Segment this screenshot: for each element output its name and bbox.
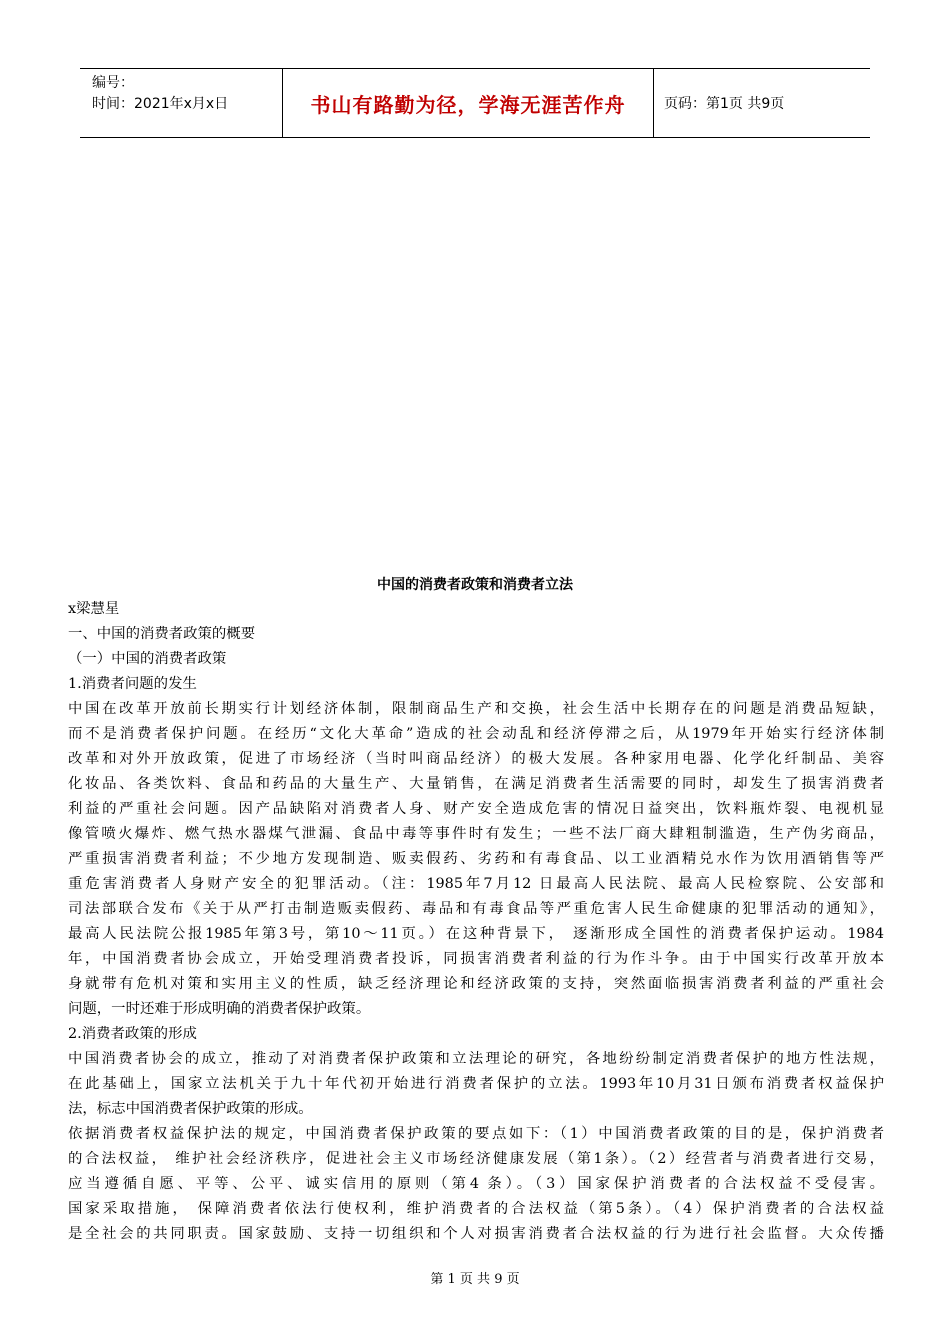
- subsection-heading: （一）中国的消费者政策: [68, 651, 227, 667]
- header-meta: [80, 69, 282, 137]
- paragraph-line: 国家采取措施， 保障消费者依法行使权利，维护消费者的合法权益（第5条）。（4）保护消费者的合法权益: [68, 1201, 884, 1217]
- section-heading: 一、中国的消费者政策的概要: [68, 626, 256, 642]
- paragraph-line: 是全社会的共同职责。国家鼓励、支持一切组织和个人对损害消费者合法权益的行为进行社会监督。大众传播: [68, 1226, 884, 1242]
- item-heading: 2.消费者政策的形成: [68, 1026, 197, 1042]
- paragraph-line: 中国在改革开放前长期实行计划经济体制，限制商品生产和交换，社会生活中长期存在的问题是消费品短缺，: [68, 701, 884, 717]
- paragraph-line: 司法部联合发布《关于从严打击制造贩卖假药、毒品和有毒食品等严重危害人民生命健康的犯罪活动的通知》，: [68, 901, 884, 917]
- header-page-cell: [654, 69, 870, 137]
- page-label: 页码：第1页 共9页: [664, 96, 785, 112]
- paragraph-line: 改革和对外开放政策，促进了市场经济（当时叫商品经济）的极大发展。各种家用电器、化学化纤制品、美容: [68, 751, 884, 767]
- document-title: 中国的消费者政策和消费者立法: [377, 577, 573, 593]
- page-header: [80, 68, 870, 138]
- paragraph-line: 在此基础上，国家立法机关于九十年代初开始进行消费者保护的立法。1993年10月31日颁布消费者权益保护: [68, 1076, 884, 1092]
- item-heading: 1.消费者问题的发生: [68, 676, 197, 692]
- paragraph-line: 的合法权益， 维护社会经济秩序，促进社会主义市场经济健康发展（第1条）。（2）经营者与消费者进行交易，: [68, 1151, 884, 1167]
- paragraph-line: 利益的严重社会问题。因产品缺陷对消费者人身、财产安全造成危害的情况日益突出，饮料瓶炸裂、电视机显: [68, 801, 884, 817]
- number-label: 编号：: [92, 75, 134, 91]
- paragraph-line: 重危害消费者人身财产安全的犯罪活动。（注：1985年7月12 日最高人民法院、最高人民检察院、公安部和: [68, 876, 884, 892]
- paragraph-line: 化妆品、各类饮料、食品和药品的大量生产、大量销售，在满足消费者生活需要的同时，却发生了损害消费者: [68, 776, 884, 792]
- paragraph-line: 最高人民法院公报1985年第3号，第10～11页。）在这种背景下， 逐渐形成全国性的消费者保护运动。1984: [68, 926, 884, 942]
- paragraph-line: 年，中国消费者协会成立，开始受理消费者投诉，同损害消费者利益的行为作斗争。由于中国实行改革开放本: [68, 951, 884, 967]
- paragraph-line: 问题，一时还难于形成明确的消费者保护政策。: [68, 1001, 371, 1017]
- header-motto-cell: [282, 69, 654, 137]
- paragraph-line: 应当遵循自愿、平等、公平、诚实信用的原则（第4 条）。（3）国家保护消费者的合法权益不受侵害。: [68, 1176, 884, 1192]
- paragraph-line: 中国消费者协会的成立，推动了对消费者保护政策和立法理论的研究，各地纷纷制定消费者保护的地方性法规，: [68, 1051, 884, 1067]
- paragraph-line: 像管喷火爆炸、燃气热水器煤气泄漏、食品中毒等事件时有发生；一些不法厂商大肆粗制滥造，生产伪劣商品，: [68, 826, 884, 842]
- paragraph-line: 严重损害消费者利益；不少地方发现制造、贩卖假药、劣药和有毒食品、以工业酒精兑水作为饮用酒销售等严: [68, 851, 884, 867]
- page-footer: 第 1 页 共 9 页: [430, 1272, 520, 1287]
- document-body: [68, 597, 884, 1247]
- author-line: x梁慧星: [68, 601, 120, 617]
- paragraph-line: 法，标志中国消费者保护政策的形成。: [68, 1101, 313, 1117]
- motto: 书山有路勤为径，学海无涯苦作舟: [310, 92, 626, 117]
- paragraph-line: 而不是消费者保护问题。在经历“文化大革命”造成的社会动乱和经济停滞之后，从1979年开始实行经济体制: [68, 726, 884, 742]
- time-label: 时间：2021年x月x日: [92, 96, 229, 112]
- paragraph-line: 依据消费者权益保护法的规定，中国消费者保护政策的要点如下：（1）中国消费者政策的目的是，保护消费者: [68, 1126, 884, 1142]
- paragraph-line: 身就带有危机对策和实用主义的性质，缺乏经济理论和经济政策的支持，突然面临损害消费者利益的严重社会: [68, 976, 884, 992]
